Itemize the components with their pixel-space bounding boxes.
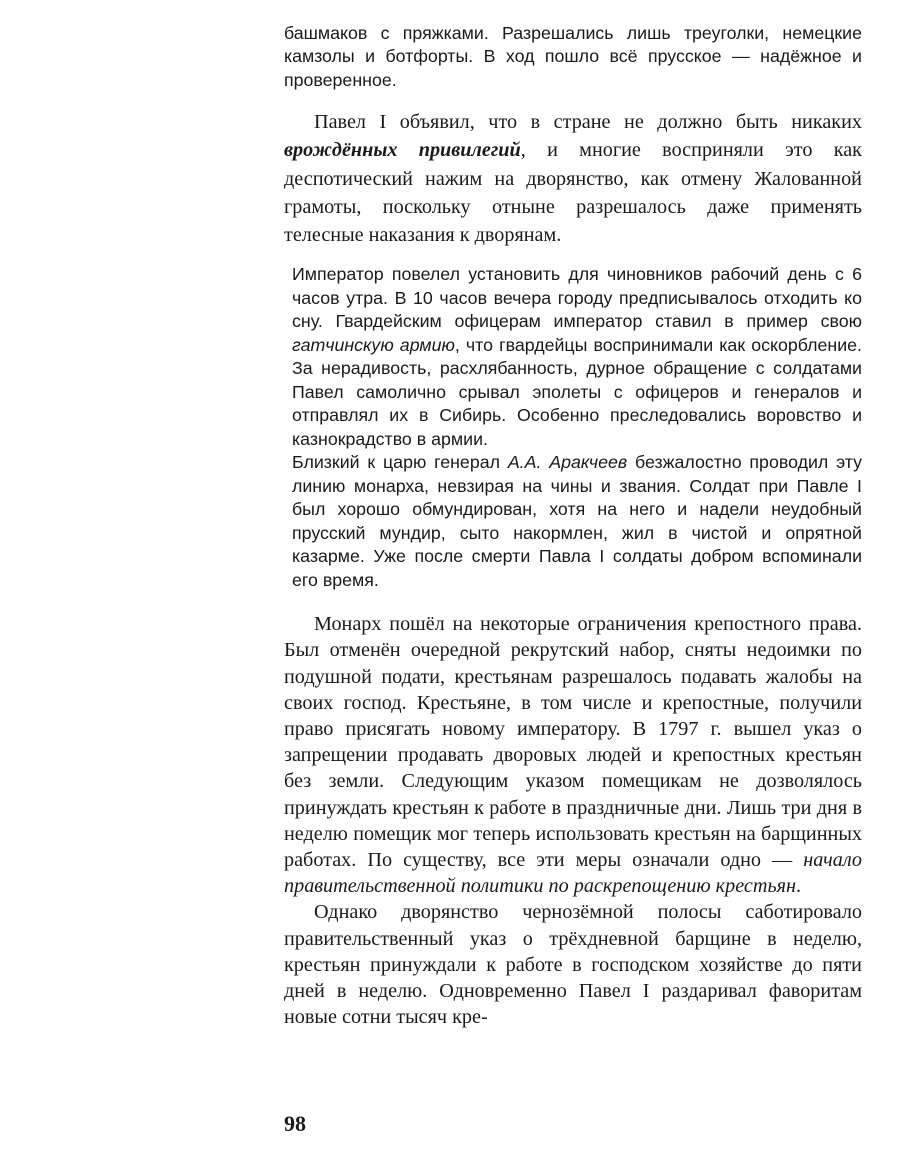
text-run: , что гвардейцы воспринимали как оскорбление. За нерадивость, расхлябанность, дурное обращение с солдатами Павел самолично срывал эполеты с офицеров и генералов и отправлял их в Сибирь. Особенно преследовались воровство и казнокрадство в армии. (292, 334, 862, 449)
text-run: , и многие восприняли это как деспотический нажим на дворянство, как отмену Жалованной грамоты, поскольку отныне разрешалось даже применять телесные наказания к дворянам. (284, 139, 862, 247)
text-run: безжалостно проводил эту линию монарха, невзирая на чины и звания. Солдат при Павле I был хорошо обмундирован, хотя на него и надели неудобный прусский мундир, сыто накормлен, жил в чистой и опрятной казарме. Уже после смерти Павла I солдаты добром вспоминали его время. (292, 452, 863, 590)
page-body (284, 22, 862, 1030)
inset-paragraph-emperor (292, 263, 862, 451)
page-number: 98 (284, 1111, 306, 1136)
paragraph-privileges (284, 108, 862, 249)
emphasis-term: начало правительственной политики по раскрепощению крестьян (284, 849, 862, 898)
paragraph-serfdom (284, 611, 862, 899)
emphasis-term: гатчинскую армию (292, 334, 455, 355)
emphasis-name: А.А. Аракчеев (507, 452, 628, 473)
text-run: Павел I объявил, что в стране не должно быть никаких (314, 111, 862, 134)
paragraph-nobility: Однако дворянство чернозёмной полосы саботировало правительственный указ о трёхдневной барщине в неделю, крестьян принуждали к работе в господском хозяйстве до пяти дней в неделю. Одновременно Павел I раздаривал фаворитам новые сотни тысяч кре- (284, 901, 862, 1029)
text-run: Близкий к царю генерал (292, 452, 508, 473)
emphasis-term: врождённых привилегий (284, 139, 521, 162)
continued-paragraph: башмаков с пряжками. Разрешались лишь треуголки, немецкие камзолы и ботфорты. В ход пошло всё прусское — надёжное и проверенное. (284, 23, 862, 90)
text-run: . (796, 875, 802, 898)
inset-paragraph-arakcheev (292, 451, 862, 592)
text-run: Монарх пошёл на некоторые ограничения крепостного права. Был отменён очередной рекрутский набор, сняты недоимки по подушной подати, крестьянам разрешалось подавать жалобы на своих господ. Крестьяне, в том числе и крепостные, получили право присягать новому императору. В 1797 г. вышел указ о запрещении продавать дворовых людей и крепостных крестьян без земли. Следующим указом помещикам не дозволялось принуждать крестьян к работе в праздничные дни. Лишь три дня в неделю помещик мог теперь использовать крестьян на барщинных работах. По существу, все эти меры означали одно — (284, 613, 862, 872)
text-run: Император повелел установить для чиновников рабочий день с 6 часов утра. В 10 часов вечера городу предписывалось отходить ко сну. Гвардейским офицерам император ставил в пример свою (292, 264, 862, 332)
